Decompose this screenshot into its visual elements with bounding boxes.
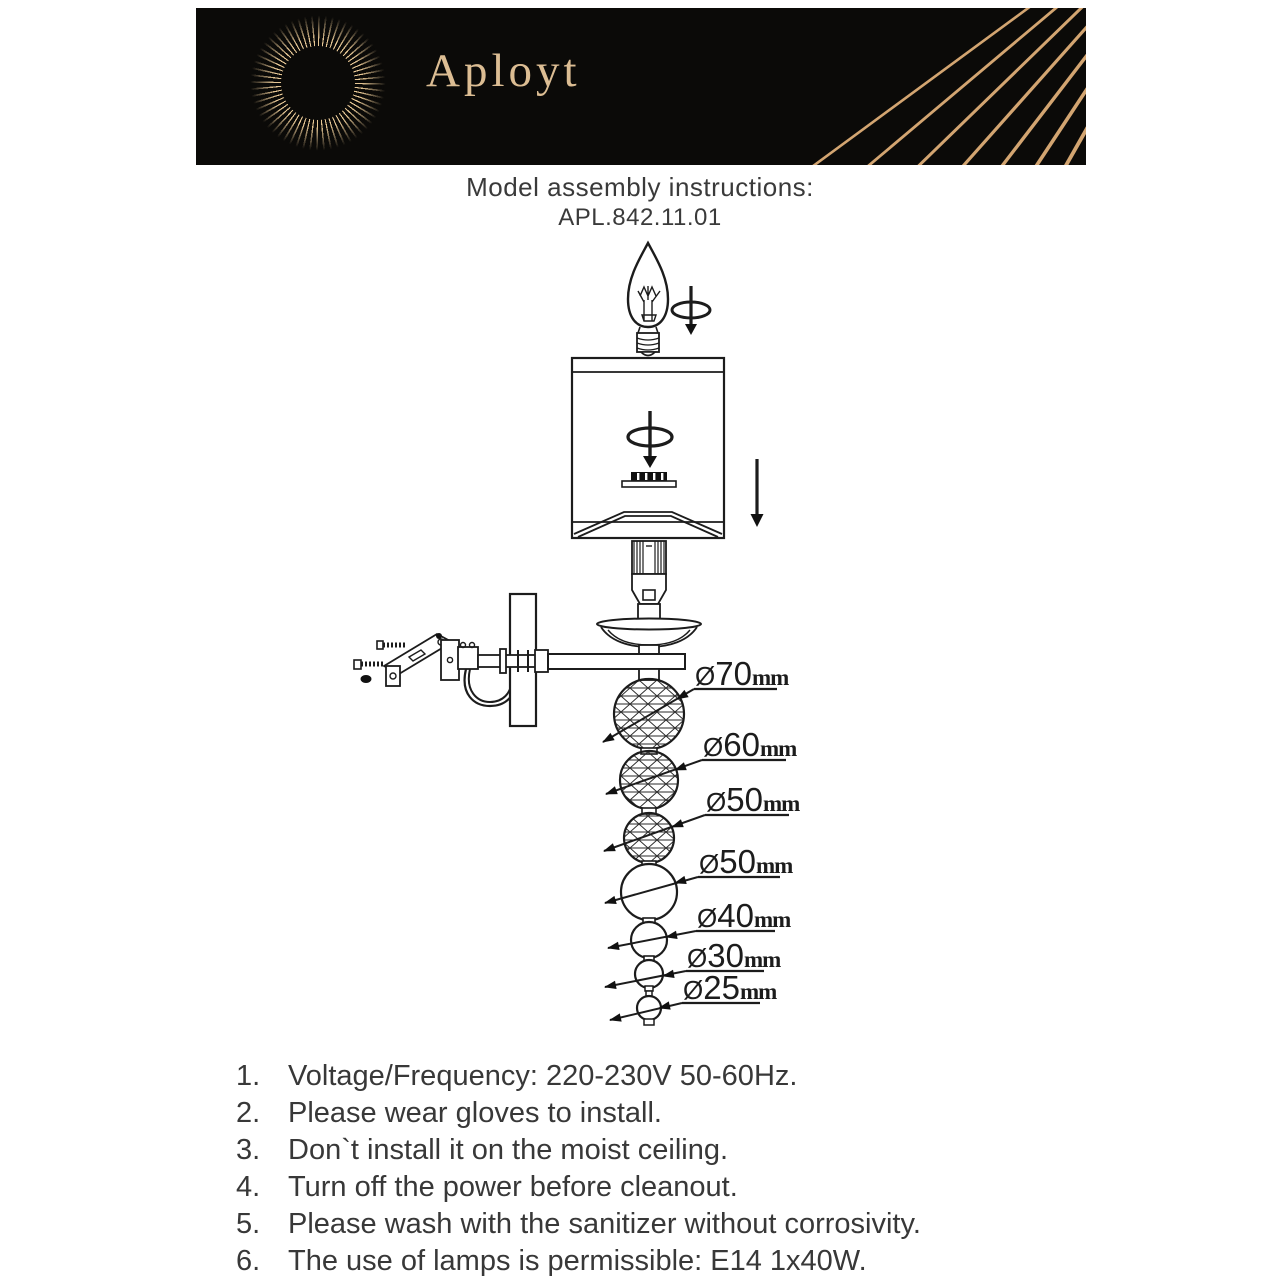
- candle-bulb-drawing: [628, 243, 668, 356]
- bulb-rotation-icon: [672, 286, 710, 335]
- instruction-item: [236, 1134, 1280, 1171]
- brand-banner: [196, 8, 1086, 165]
- item-number: 6.: [236, 1245, 261, 1277]
- lamp-socket-drawing: [632, 541, 666, 622]
- svg-text:Ø40mm: Ø40mm: [697, 897, 791, 934]
- item-text: Please wash with the sanitizer without corrosivity.: [288, 1208, 921, 1240]
- instruction-item: [236, 1060, 1280, 1097]
- model-number: APL.842.11.01: [558, 204, 722, 231]
- bobeche-drawing: [597, 619, 701, 656]
- item-text: Please wear gloves to install.: [288, 1097, 662, 1129]
- instruction-item: [236, 1208, 1280, 1245]
- instruction-item: [236, 1245, 1280, 1280]
- instruction-item: [236, 1171, 1280, 1208]
- page-title: Model assembly instructions:: [466, 172, 814, 202]
- item-number: 1.: [236, 1060, 261, 1092]
- svg-text:Ø30mm: Ø30mm: [687, 937, 781, 974]
- svg-text:Ø50mm: Ø50mm: [699, 843, 793, 880]
- item-number: 2.: [236, 1097, 261, 1129]
- brand-wordmark: Aployt: [426, 45, 581, 97]
- item-number: 5.: [236, 1208, 261, 1240]
- item-text: Voltage/Frequency: 220-230V 50-60Hz.: [288, 1060, 798, 1092]
- item-text: Don`t install it on the moist ceiling.: [288, 1134, 729, 1166]
- svg-text:Ø25mm: Ø25mm: [683, 969, 777, 1006]
- item-number: 4.: [236, 1171, 261, 1203]
- svg-text:Ø70mm: Ø70mm: [695, 655, 789, 692]
- item-text: Turn off the power before cleanout.: [288, 1171, 738, 1203]
- item-number: 3.: [236, 1134, 261, 1166]
- dimension-callout-25: [608, 969, 777, 1024]
- crystal-ball-stack: [614, 669, 684, 1025]
- assembly-diagram: [300, 236, 820, 1046]
- lampshade-drawing: [572, 358, 724, 538]
- svg-text:Ø60mm: Ø60mm: [703, 726, 797, 763]
- down-arrow-icon: [751, 459, 764, 527]
- svg-text:Ø50mm: Ø50mm: [706, 781, 800, 818]
- instructions-list: [0, 1060, 1280, 1280]
- wall-bracket-drawing: [354, 633, 519, 706]
- decorative-rays-icon: [196, 8, 1086, 165]
- instruction-item: [236, 1097, 1280, 1134]
- item-text: The use of lamps is permissible: E14 1x40W.: [288, 1245, 867, 1277]
